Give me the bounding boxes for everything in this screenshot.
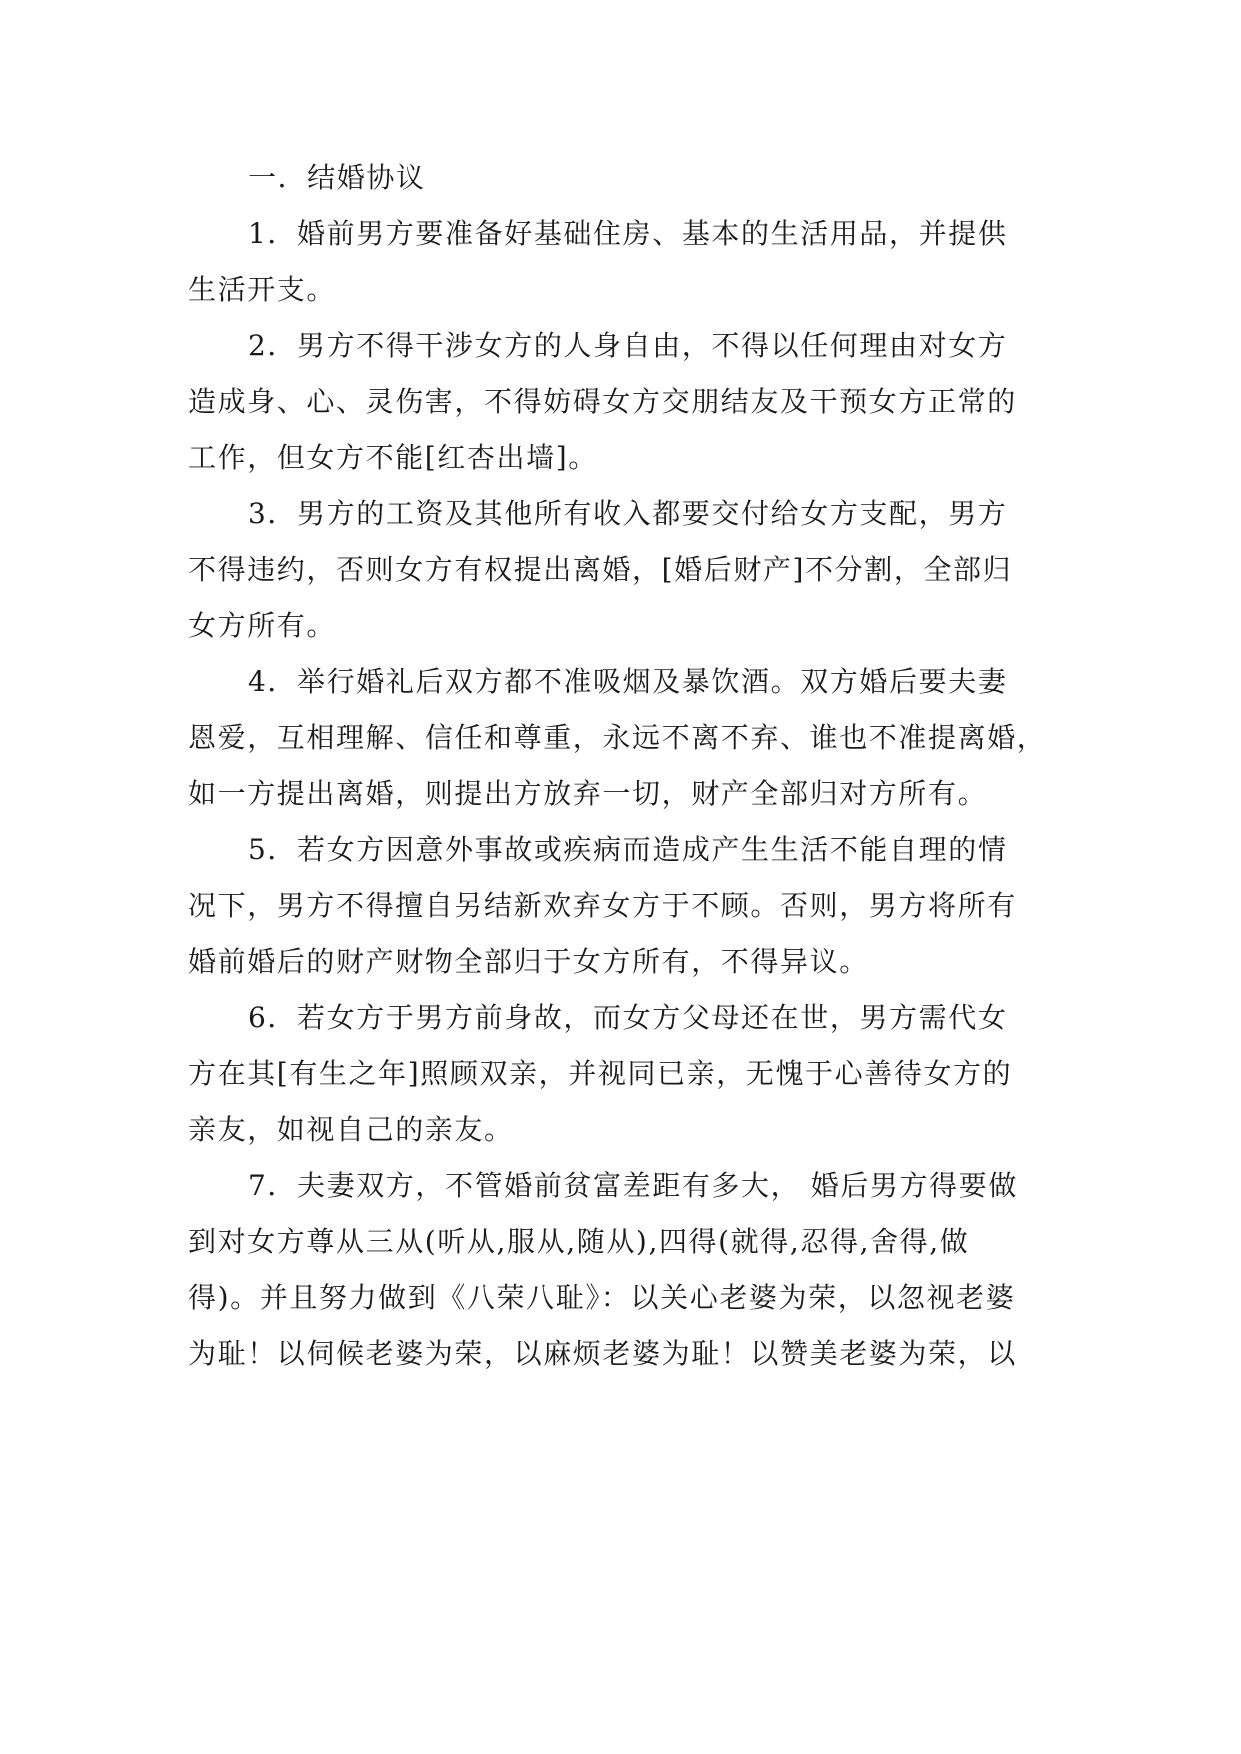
clause-5-line-1: 5．若女方因意外事故或疾病而造成产生生活不能自理的情: [248, 833, 1008, 866]
clause-6-line-1: 6．若女方于男方前身故，而女方父母还在世，男方需代女: [248, 1001, 1008, 1034]
clause-4-line-1: 4．举行婚礼后双方都不准吸烟及暴饮酒。双方婚后要夫妻: [248, 665, 1008, 698]
clause-7-line-4: 为耻！以伺候老婆为荣，以麻烦老婆为耻！以赞美老婆为荣，以: [188, 1337, 1017, 1370]
clause-7-line-3: 得)。并且努力做到《八荣八耻》：以关心老婆为荣，以忽视老婆: [188, 1281, 1016, 1314]
clause-3-line-2: 不得违约，否则女方有权提出离婚，[婚后财产]不分割，全部归: [188, 553, 1013, 586]
clause-5-line-3: 婚前婚后的财产财物全部归于女方所有，不得异议。: [188, 945, 869, 978]
clause-6-line-2: 方在其[有生之年]照顾双亲，并视同已亲，无愧于心善待女方的: [188, 1057, 1013, 1090]
clause-2-line-2: 造成身、心、灵伤害，不得妨碍女方交朋结友及干预女方正常的: [188, 385, 1017, 418]
clause-3-line-3: 女方所有。: [188, 609, 337, 642]
clause-4-line-2: 恩爱，互相理解、信任和尊重，永远不离不弃、谁也不准提离婚，: [188, 721, 1047, 754]
section-heading: 一．结婚协议: [248, 161, 426, 194]
clause-3-line-1: 3．男方的工资及其他所有收入都要交付给女方支配，男方: [248, 497, 1008, 530]
clause-6-line-3: 亲友，如视自己的亲友。: [188, 1113, 514, 1146]
clause-4-line-3: 如一方提出离婚，则提出方放弃一切，财产全部归对方所有。: [188, 777, 988, 810]
clause-1-line-2: 生活开支。: [188, 273, 337, 306]
clause-1-line-1: 1．婚前男方要准备好基础住房、基本的生活用品，并提供: [248, 217, 1008, 250]
clause-7-line-2: 到对女方尊从三从(听从,服从,随从),四得(就得,忍得,舍得,做: [188, 1225, 970, 1258]
clause-5-line-2: 况下，男方不得擅自另结新欢弃女方于不顾。否则，男方将所有: [188, 889, 1017, 922]
clause-2-line-1: 2．男方不得干涉女方的人身自由，不得以任何理由对女方: [248, 329, 1008, 362]
document-page: [188, 150, 1058, 1382]
clause-2-line-3: 工作，但女方不能[红杏出墙]。: [188, 441, 598, 474]
clause-7-line-1: 7．夫妻双方，不管婚前贫富差距有多大， 婚后男方得要做: [248, 1169, 1018, 1202]
